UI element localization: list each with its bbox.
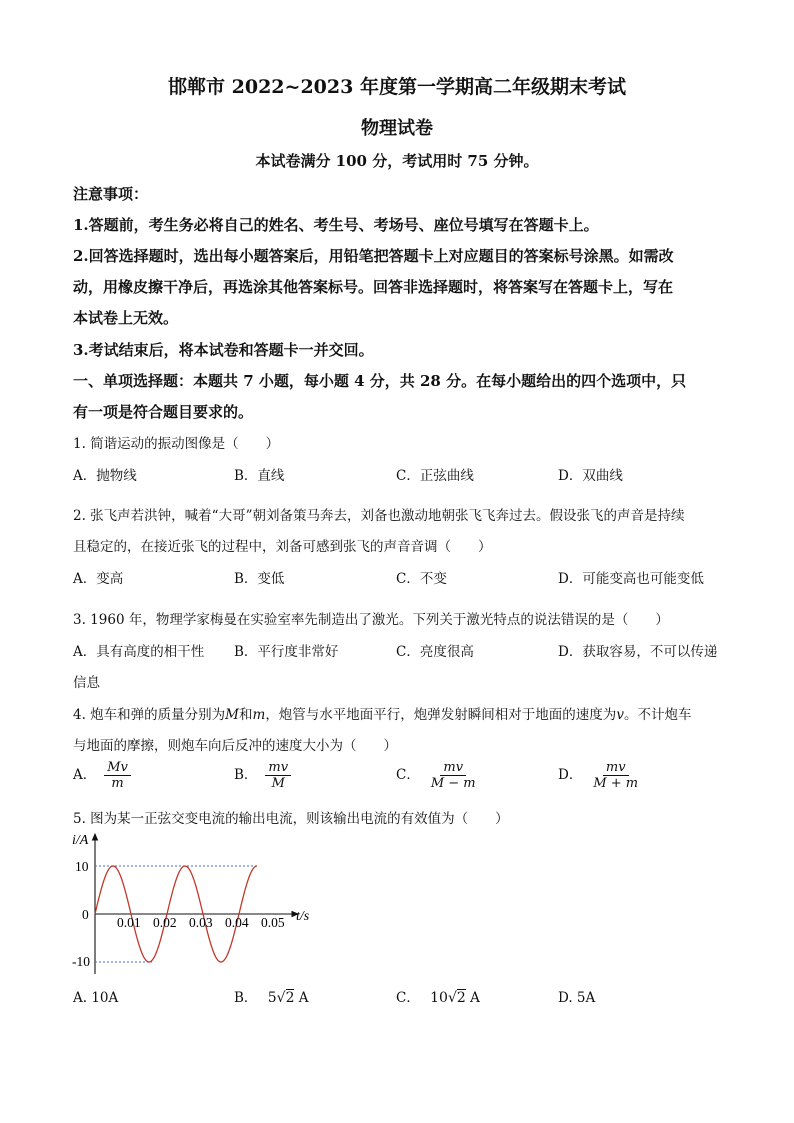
note-item-3: 3.考试结束后，将本试卷和答题卡一并交回。 xyxy=(73,341,374,359)
question-1-option-b: B．直线 xyxy=(234,468,285,484)
radicand: 2 xyxy=(285,990,295,1006)
note-item-2-line-2: 动，用橡皮擦干净后，再选涂其他答案标号。回答非选择题时，将答案写在答题卡上，写在 xyxy=(73,278,674,296)
fraction xyxy=(590,760,641,791)
numerator: Mv xyxy=(104,760,131,776)
denominator: M xyxy=(271,776,285,791)
coefficient: 5 xyxy=(267,990,277,1006)
x-tick-label-0-02: 0.02 xyxy=(153,915,177,930)
question-4-option-b xyxy=(234,760,291,791)
fraction xyxy=(265,760,291,791)
y-tick-label-neg10: -10 xyxy=(72,954,90,969)
exam-title: 邯郸市 2022~2023 年度第一学期高二年级期末考试 xyxy=(168,76,626,98)
question-1-stem: 1. 简谐运动的振动图像是（ ） xyxy=(73,436,280,452)
x-tick-label-0-03: 0.03 xyxy=(189,915,213,930)
x-tick-label-0-04: 0.04 xyxy=(225,915,249,930)
y-axis-label: i/A xyxy=(72,833,89,848)
x-tick-label-0-05: 0.05 xyxy=(261,915,285,930)
question-4-option-d xyxy=(558,760,641,791)
question-3-option-c: C．亮度很高 xyxy=(396,644,474,660)
note-item-1: 1.答题前，考生务必将自己的姓名、考生号、考场号、座位号填写在答题卡上。 xyxy=(73,216,599,234)
question-5-option-c xyxy=(396,986,480,1006)
notes-heading: 注意事项： xyxy=(73,185,149,203)
numerator: mv xyxy=(265,760,291,776)
option-label: B． xyxy=(234,767,258,783)
question-3-stem: 3. 1960 年，物理学家梅曼在实验室率先制造出了激光。下列关于激光特点的说法错误的是（ ） xyxy=(73,612,669,628)
q4-var-M: M xyxy=(225,707,239,723)
question-2-option-b: B．变低 xyxy=(234,571,285,587)
fraction xyxy=(104,760,131,791)
question-2-stem-line-1: 2. 张飞声若洪钟，喊着“大哥”朝刘备策马奔去，刘备也激动地朝张飞飞奔过去。假设张飞的声音是持续 xyxy=(73,508,685,524)
option-label: C． xyxy=(396,990,420,1006)
question-3-option-b: B．平行度非常好 xyxy=(234,644,339,660)
question-2-stem-line-2: 且稳定的，在接近张飞的过程中，刘备可感到张飞的声音音调（ ） xyxy=(73,539,492,555)
note-item-2-line-3: 本试卷上无效。 xyxy=(73,309,179,327)
question-5-stem: 5. 图为某一正弦交变电流的输出电流，则该输出电流的有效值为（ ） xyxy=(73,811,509,827)
exam-info: 本试卷满分 100 分，考试用时 75 分钟。 xyxy=(255,152,539,170)
denominator: M − m xyxy=(430,776,476,791)
question-2-option-d: D．可能变高也可能变低 xyxy=(558,571,704,587)
option-label: B． xyxy=(234,990,258,1006)
sqrt-icon: √ xyxy=(447,990,457,1006)
question-1-option-c: C．正弦曲线 xyxy=(396,468,474,484)
numerator: mv xyxy=(440,760,466,776)
x-tick-label-0-01: 0.01 xyxy=(117,915,141,930)
option-label: A． xyxy=(73,767,97,783)
sqrt-icon: √ xyxy=(276,990,286,1006)
y-tick-label-0: 0 xyxy=(82,907,89,922)
section-1-heading-line-1: 一、单项选择题：本题共 7 小题，每小题 4 分，共 28 分。在每小题给出的四个选项中，只 xyxy=(73,372,687,390)
coefficient: 10 xyxy=(430,990,448,1006)
q4-text-and: 和 xyxy=(239,707,253,723)
unit: A xyxy=(298,990,309,1006)
question-2-option-a: A．变高 xyxy=(73,571,124,587)
question-5-option-d: D. 5A xyxy=(558,990,596,1006)
q4-var-m: m xyxy=(252,707,266,723)
subject-title: 物理试卷 xyxy=(361,118,433,139)
unit: A xyxy=(470,990,480,1006)
section-1-heading-line-2: 有一项是符合题目要求的。 xyxy=(73,403,254,421)
question-4-option-c xyxy=(396,760,479,791)
question-4-option-a xyxy=(73,760,131,791)
y-tick-label-10: 10 xyxy=(75,859,89,874)
denominator: M + m xyxy=(593,776,639,791)
alternating-current-graph xyxy=(62,826,322,976)
q4-text-post: 。不计炮车 xyxy=(623,707,692,723)
question-2-option-c: C．不变 xyxy=(396,571,447,587)
question-3-option-a: A．具有高度的相干性 xyxy=(73,644,205,660)
option-label: D． xyxy=(558,767,583,783)
numerator: mv xyxy=(603,760,629,776)
question-1-option-d: D．双曲线 xyxy=(558,468,623,484)
question-3-option-d: D．获取容易，不可以传递 xyxy=(558,644,718,660)
denominator: m xyxy=(111,776,124,791)
q4-var-v: v xyxy=(616,707,624,723)
x-axis-label: t/s xyxy=(296,909,310,924)
fraction xyxy=(428,760,479,791)
question-1-option-a: A．抛物线 xyxy=(73,468,137,484)
question-5-option-b xyxy=(234,986,309,1006)
q4-text-mid: ，炮管与水平地面平行，炮弹发射瞬间相对于地面的速度为 xyxy=(265,707,617,723)
question-5-option-a: A. 10A xyxy=(73,990,119,1006)
question-3-option-d-continued: 信息 xyxy=(73,675,100,691)
question-4-stem-line-1 xyxy=(73,703,691,723)
radicand: 2 xyxy=(456,990,466,1006)
q4-text-pre: 4. 炮车和弹的质量分别为 xyxy=(73,707,226,723)
note-item-2-line-1: 2.回答选择题时，选出每小题答案后，用铅笔把答题卡上对应题目的答案标号涂黑。如需改 xyxy=(73,247,674,265)
question-4-stem-line-2: 与地面的摩擦，则炮车向后反冲的速度大小为（ ） xyxy=(73,738,397,754)
option-label: C． xyxy=(396,767,420,783)
